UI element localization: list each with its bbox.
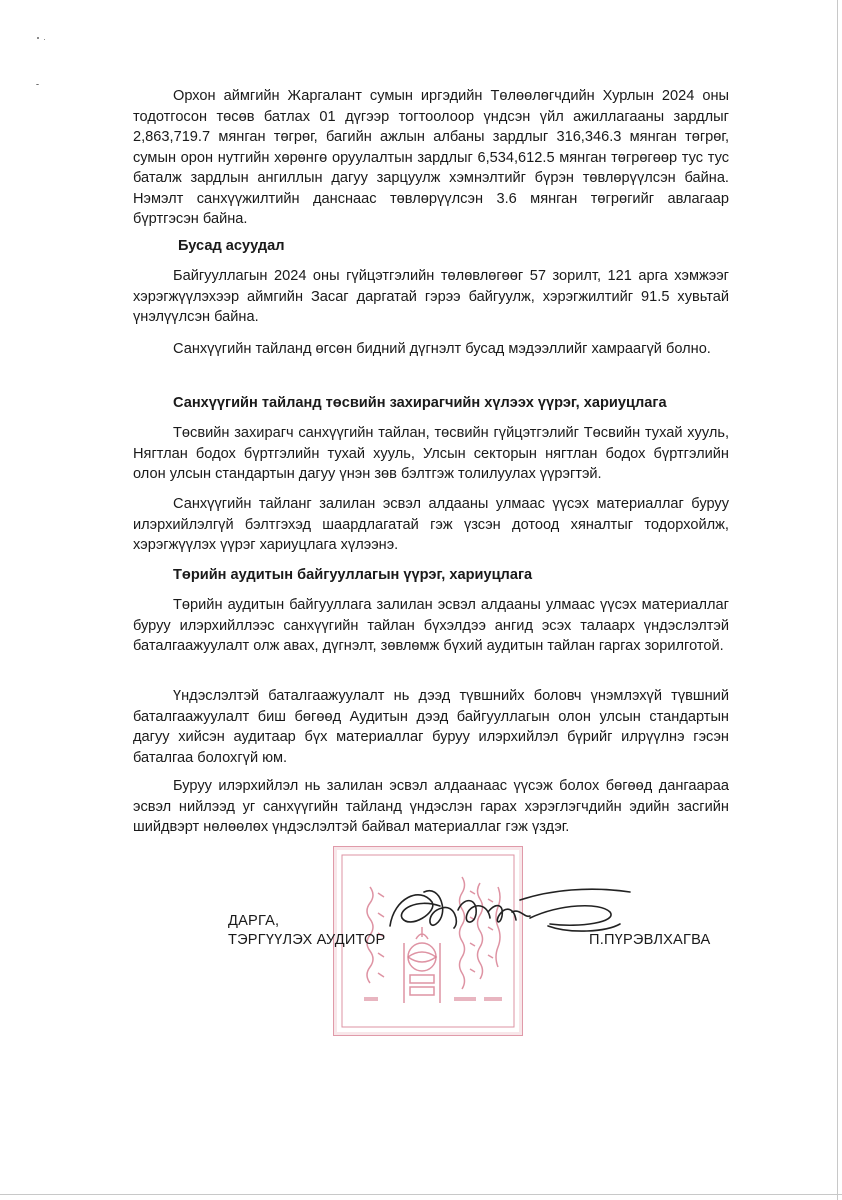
paragraph-performance-plan: Байгууллагын 2024 оны гүйцэтгэлийн төлөвлөгөөг 57 зорилт, 121 арга хэмжээг хэрэгжүүлэхээр аймгийн Засаг даргатай гэрээ байгуулж, хэрэгжилтийг 91.5 хувьтай үнэлүүлсэн байна. — [133, 268, 729, 325]
paragraph-manager-duty: Төсвийн захирагч санхүүгийн тайлан, төсвийн гүйцэтгэлийг Төсвийн тухай хууль, Нягтлан бодох бүртгэлийн тухай хууль, Улсын секторын нягтлан бодох бүртгэлийн олон улсын стандартын дагуу үнэн зөв бэлтгэж толилуулах үүрэгтэй. — [133, 425, 729, 482]
paragraph-reasonable-assurance: Үндэслэлтэй баталгаажуулалт нь дээд түвшнийх боловч үнэмлэхүй түвшний баталгаажуулалт биш бөгөөд Аудитын дээд байгууллагын олон улсын стандартын дагуу хийсэн аудитаар бүх материаллаг буруу илэрхийлэл бүрийг илрүүлнэ гэсэн баталгаа болохгүй юм. — [133, 688, 729, 766]
scan-speck — [44, 39, 45, 40]
heading-manager-responsibility: Санхүүгийн тайланд төсвийн захирагчийн хүлээх үүрэг, хариуцлага — [173, 395, 667, 411]
paragraph-misstatement: Буруу илэрхийлэл нь залилан эсвэл алдаанаас үүсэж болох бөгөөд дангаараа эсвэл нийлээд уг санхүүгийн тайланд үндэслэн гарах хэрэглэгчдийн эдийн засгийн шийдвэрт нөлөөлөх үндэслэлтэй байвал материаллаг гэж үздэг. — [133, 778, 729, 835]
scan-speck — [36, 84, 39, 85]
heading-other-matters: Бусад асуудал — [178, 238, 285, 254]
signatory-name: П.ПҮРЭВЛХАГВА — [589, 932, 711, 948]
page-edge-right — [837, 0, 838, 1200]
page-edge-bottom — [0, 1194, 842, 1195]
paragraph-opinion-scope: Санхүүгийн тайланд өгсөн бидний дүгнэлт бусад мэдээллийг хамраагүй болно. — [173, 341, 711, 357]
signatory-title-auditor: ТЭРГҮҮЛЭХ АУДИТОР — [228, 932, 386, 948]
heading-auditor-responsibility: Төрийн аудитын байгууллагын үүрэг, хариуцлага — [173, 567, 533, 583]
paragraph-budget-approval: Орхон аймгийн Жаргалант сумын иргэдийн Төлөөлөгчдийн Хурлын 2024 оны тодотгосон төсөв батлах 01 дүгээр тогтоолоор үндсэн үйл ажиллагааны зардлыг 2,863,719.7 мянган төгрөг, багийн ажлын албаны зардлыг 316,346.3 мянган төгрөг, сумын орон нутгийн хөрөнгө оруулалтын зардлыг 6,534,612.5 мянган төгрөгөөр тус тус баталж зардлын ангиллын дагуу зарцуулж хэмнэлтийг бүрэн төвлөрүүлсэн байна. Нэмэлт санхүүжилтийн данснаас төвлөрүүлсэн 3.6 мянган төгрөгийг авлагаар бүртгэсэн байна. — [133, 88, 729, 227]
signatory-title-director: ДАРГА, — [228, 913, 280, 929]
scan-speck — [37, 37, 39, 39]
paragraph-internal-control: Санхүүгийн тайланг залилан эсвэл алдааны улмаас үүсэх материаллаг буруу илэрхийлэлгүй бэлтгэхэд шаардлагатай гэж үзсэн дотоод хяналтыг тодорхойлж, хэрэгжүүлэх үүрэг хариуцлага хүлээнэ. — [133, 496, 729, 553]
paragraph-audit-objective: Төрийн аудитын байгууллага залилан эсвэл алдааны улмаас үүсэх материаллаг буруу илэрхийллээс санхүүгийн тайлан бүхэлдээ ангид эсэх талаарх үндэслэлтэй баталгаажуулалт олж авах, дүгнэлт, зөвлөмж бүхий аудитын тайлан гаргах зорилготой. — [133, 597, 729, 654]
